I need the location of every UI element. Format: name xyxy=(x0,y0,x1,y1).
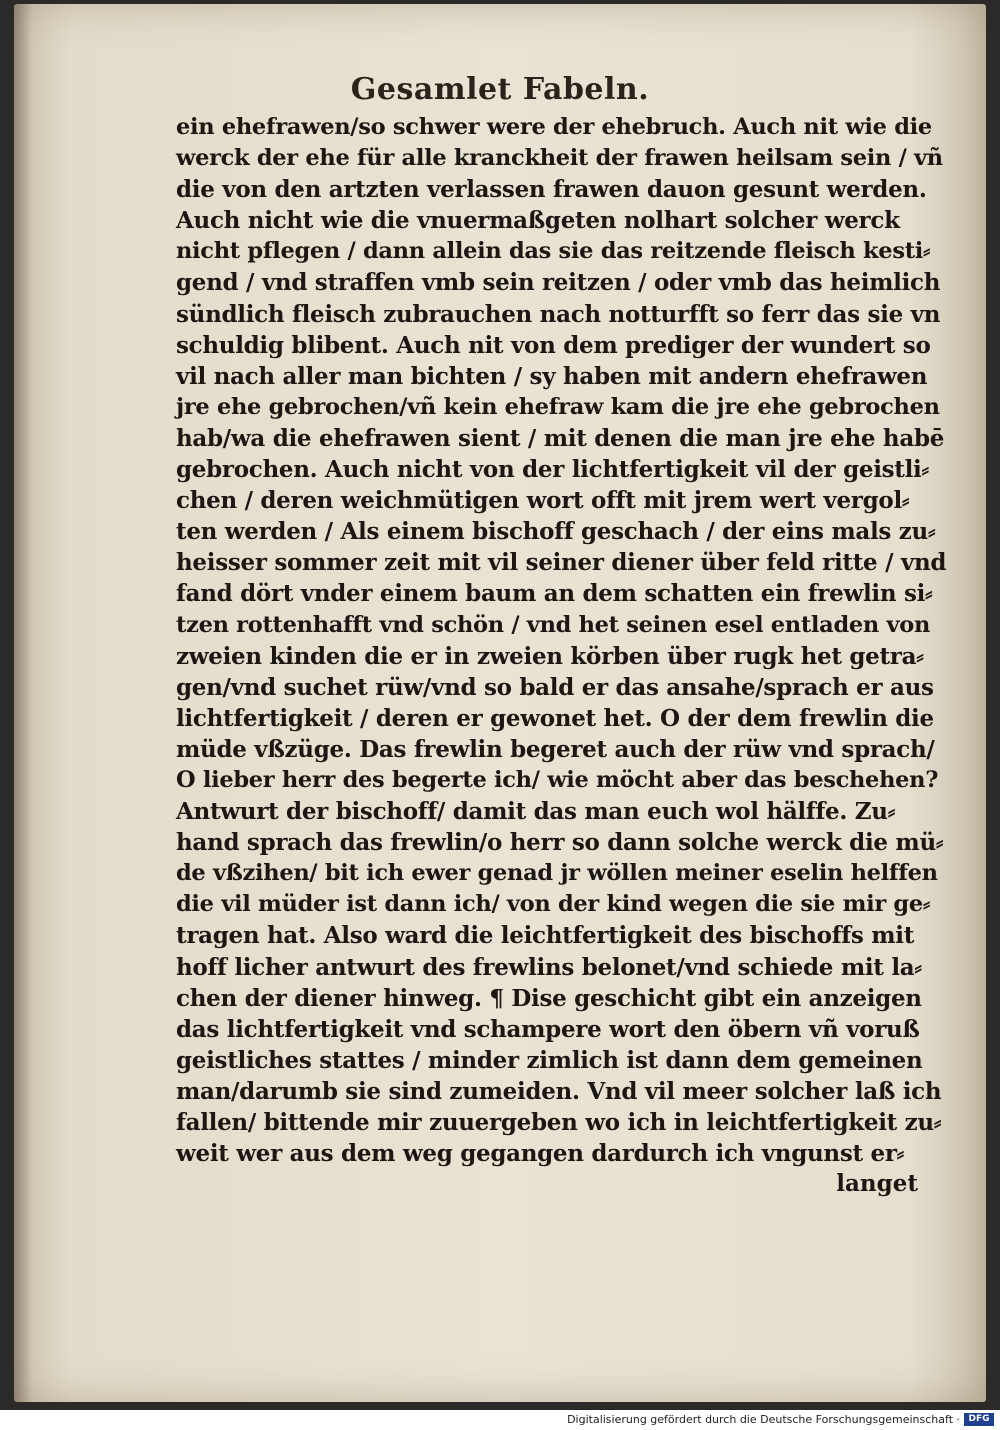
text-line: müde vßzüge. Das frewlin begeret auch der rüw vnd sprach/ xyxy=(176,735,935,763)
text-line: man/darumb sie sind zumeiden. Vnd vil meer solcher laß ich xyxy=(176,1077,942,1105)
catchword: langet xyxy=(836,1170,918,1197)
text-line: tragen hat. Also ward die leichtfertigkeit des bischoffs mit xyxy=(176,922,915,950)
text-line: lichtfertigkeit / deren er gewonet het. O der dem frewlin die xyxy=(176,704,934,732)
text-line: jre ehe gebrochen/vñ kein ehefraw kam die jre ehe gebrochen xyxy=(176,393,940,420)
text-line: chen / deren weichmütigen wort offt mit jrem wert vergol⸗ xyxy=(176,487,910,515)
text-line: die vil müder ist dann ich/ von der kind wegen die sie mir ge⸗ xyxy=(176,891,931,918)
text-line: ten werden / Als einem bischoff geschach / der eins mals zu⸗ xyxy=(176,518,936,546)
text-line: O lieber herr des begerte ich/ wie möcht aber das beschehen? xyxy=(176,766,939,793)
text-line: sündlich fleisch zubrauchen nach notturfft so ferr das sie vn xyxy=(176,300,941,328)
text-line: Auch nicht wie die vnuermaßgeten nolhart solcher werck xyxy=(176,207,900,235)
text-line: hand sprach das frewlin/o herr so dann solche werck die mü⸗ xyxy=(176,829,944,857)
text-line: gen/vnd suchet rüw/vnd so bald er das ansahe/sprach er aus xyxy=(176,673,934,701)
text-line: das lichtfertigkeit vnd schampere wort den öbern vñ voruß xyxy=(176,1015,920,1043)
text-line: nicht pflegen / dann allein das sie das reitzende fleisch kesti⸗ xyxy=(176,238,931,265)
text-line: fallen/ bittende mir zuuergeben wo ich in leichtfertigkeit zu⸗ xyxy=(176,1109,942,1136)
text-line: die von den artzten verlassen frawen dauon gesunt werden. xyxy=(176,176,927,204)
text-line: vil nach aller man bichten / sy haben mit andern ehefrawen xyxy=(176,362,928,390)
text-line: ein ehefrawen/so schwer were der ehebruch. Auch nit wie die xyxy=(176,114,932,140)
text-line: werck der ehe für alle kranckheit der frawen heilsam sein / vñ xyxy=(176,145,943,172)
running-head: Gesamlet Fabeln. xyxy=(350,72,650,107)
text-line: tzen rottenhafft vnd schön / vnd het seinen esel entladen von xyxy=(176,611,931,638)
text-line: fand dört vnder einem baum an dem schatten ein frewlin si⸗ xyxy=(176,580,933,608)
text-line: gend / vnd straffen vmb sein reitzen / oder vmb das heimlich xyxy=(176,269,941,297)
text-line: hoff licher antwurt des frewlins belonet/vnd schiede mit la⸗ xyxy=(176,953,922,981)
text-line: chen der diener hinweg. ¶ Dise geschicht gibt ein anzeigen xyxy=(176,984,922,1012)
text-block xyxy=(176,112,946,1169)
text-line: de vßzihen/ bit ich ewer genad jr wöllen meiner eselin helffen xyxy=(176,860,938,887)
text-line: weit wer aus dem weg gegangen dardurch ich vngunst er⸗ xyxy=(176,1140,905,1168)
text-line: heisser sommer zeit mit vil seiner diener über feld ritte / vnd xyxy=(176,549,947,577)
text-line: zweien kinden die er in zweien körben über rugk het getra⸗ xyxy=(176,642,924,670)
footer-bar xyxy=(0,1410,1000,1430)
text-line: Antwurt der bischoff/ damit das man euch wol hälffe. Zu⸗ xyxy=(176,798,896,826)
text-line: hab/wa die ehefrawen sient / mit denen die man jre ehe habē xyxy=(176,424,945,452)
text-line: geistliches stattes / minder zimlich ist dann dem gemeinen xyxy=(176,1046,923,1074)
text-line: schuldig blibent. Auch nit von dem prediger der wundert so xyxy=(176,331,931,359)
funding-credit: Digitalisierung gefördert durch die Deutsche Forschungsgemeinschaft · xyxy=(567,1413,960,1426)
spine-shadow xyxy=(14,4,32,1402)
dfg-logo: DFG xyxy=(964,1413,994,1426)
text-line: gebrochen. Auch nicht von der lichtfertigkeit vil der geistli⸗ xyxy=(176,456,929,484)
